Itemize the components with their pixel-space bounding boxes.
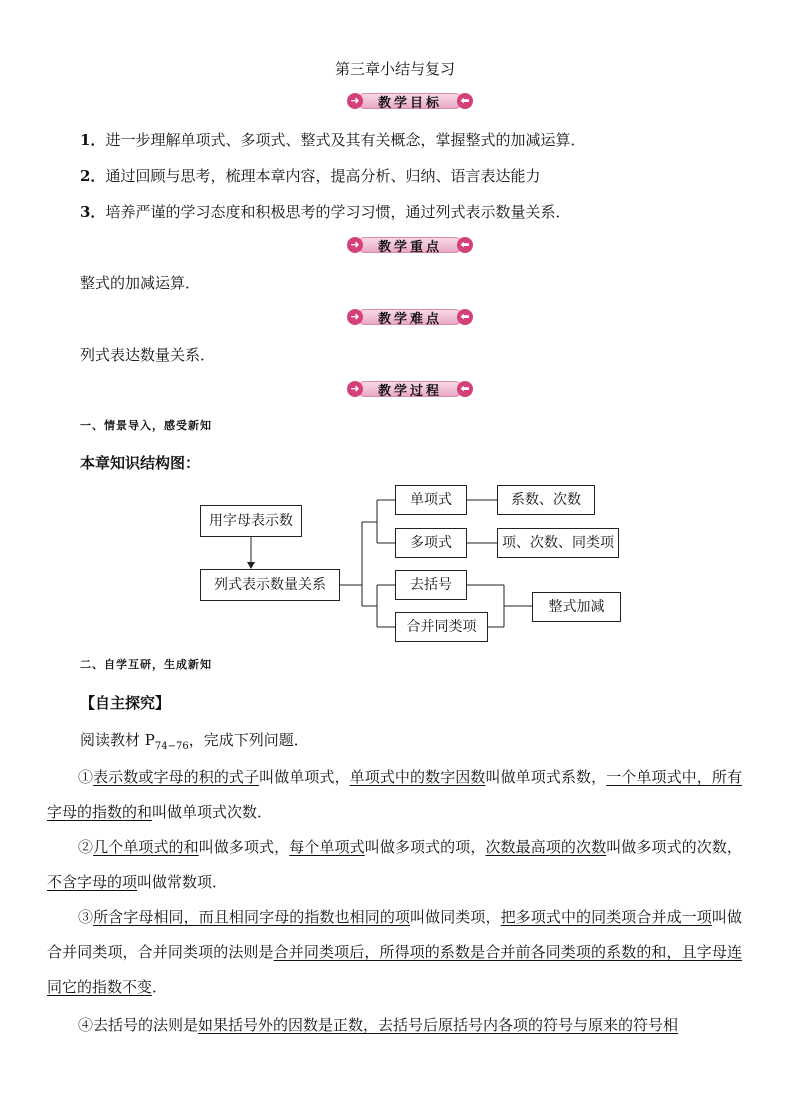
arrow-right-icon: ➜ — [347, 309, 363, 325]
arrow-down-icon — [247, 562, 255, 569]
question-marker: ① — [78, 768, 94, 786]
key-point-text: 整式的加减运算． — [80, 274, 201, 292]
question-text: 叫做合并同类项，合并同类项的法则是 — [47, 908, 742, 961]
question-text: 叫做多项式的次数， — [606, 838, 742, 856]
answer-blank: 单项式中的数字因数 — [349, 768, 486, 786]
read-prefix: 阅读教材 P — [80, 731, 155, 749]
question-text: 叫做同类项， — [410, 908, 501, 926]
question-text: 叫做单项式， — [259, 768, 350, 786]
question-1 — [47, 760, 742, 830]
objective-number: 1． — [80, 131, 106, 149]
step-1-heading: 一、情景导入，感受新知 — [80, 419, 212, 432]
answer-blank: 几个单项式的和 — [93, 838, 199, 856]
objective-text: 培养严谨的学习态度和积极思考的学习习惯，通过列式表示数量关系． — [105, 203, 571, 221]
question-2 — [47, 830, 742, 900]
question-text: ④去括号的法则是 — [78, 1016, 199, 1034]
box-monomial-detail: 系数、次数 — [497, 485, 595, 515]
objective-number: 2． — [80, 167, 106, 185]
answer-blank: 合并同类项后，所得项的系数是合并前各同类项的系数的和，且字母连同它的指数不变 — [47, 943, 742, 996]
arrow-left-icon: ⬅ — [457, 237, 473, 253]
banner-label: 教学目标 — [377, 96, 442, 111]
question-text: ． — [152, 978, 168, 996]
arrow-left-icon: ⬅ — [457, 93, 473, 109]
answer-blank: 如果括号外的因数是正数，去括号后原括号内各项的符号与原来的符号相 — [198, 1016, 679, 1034]
question-text: 叫做常数项． — [137, 873, 228, 891]
box-monomial: 单项式 — [395, 485, 467, 515]
objective-number: 3． — [80, 203, 106, 221]
arrow-left-icon: ⬅ — [457, 381, 473, 397]
page-range: 74−76 — [154, 741, 189, 752]
explore-heading: 【自主探究】 — [80, 694, 171, 712]
box-remove-brackets: 去括号 — [395, 570, 467, 600]
read-suffix: ，完成下列问题． — [188, 731, 309, 749]
question-marker: ③ — [78, 908, 94, 926]
arrow-right-icon: ➜ — [347, 381, 363, 397]
box-polynomial: 多项式 — [395, 528, 467, 558]
question-marker: ② — [78, 838, 94, 856]
answer-blank: 把多项式中的同类项合并成一项 — [500, 908, 712, 926]
question-text: 叫做多项式， — [198, 838, 290, 856]
question-text: 叫做多项式的项， — [364, 838, 486, 856]
answer-blank: 所含字母相同，而且相同字母的指数也相同的项 — [93, 908, 411, 926]
question-text: 叫做单项式系数， — [485, 768, 607, 786]
answer-blank: 次数最高项的次数 — [485, 838, 607, 856]
box-addition-subtraction: 整式加减 — [532, 592, 621, 622]
answer-blank: 一个单项式中，所有字母的指数的和 — [47, 768, 742, 821]
arrow-left-icon: ⬅ — [457, 309, 473, 325]
answer-blank: 不含字母的项 — [47, 873, 138, 891]
question-text: 叫做单项式次数． — [152, 803, 273, 821]
page-title: 第三章小结与复习 — [334, 60, 455, 78]
question-4 — [47, 1008, 742, 1043]
banner-label: 教学过程 — [377, 384, 442, 399]
structure-label: 本章知识结构图： — [80, 454, 201, 472]
banner-label: 教学难点 — [377, 312, 442, 327]
objective-text: 通过回顾与思考，梳理本章内容，提高分析、归纳、语言表达能力 — [105, 167, 541, 185]
objective-text: 进一步理解单项式、多项式、整式及其有关概念，掌握整式的加减运算． — [105, 131, 586, 149]
box-expression: 列式表示数量关系 — [200, 569, 340, 601]
box-polynomial-detail: 项、次数、同类项 — [497, 528, 619, 558]
arrow-right-icon: ➜ — [347, 237, 363, 253]
banner-label: 教学重点 — [377, 240, 442, 255]
answer-blank: 每个单项式 — [289, 838, 365, 856]
box-letters: 用字母表示数 — [200, 505, 302, 537]
box-combine-terms: 合并同类项 — [395, 612, 488, 642]
difficulty-text: 列式表达数量关系． — [80, 346, 216, 364]
arrow-right-icon: ➜ — [347, 93, 363, 109]
answer-blank: 表示数或字母的积的式子 — [93, 768, 260, 786]
step-2-heading: 二、自学互研，生成新知 — [80, 658, 212, 671]
read-instruction — [80, 729, 309, 752]
question-3 — [47, 900, 742, 1005]
